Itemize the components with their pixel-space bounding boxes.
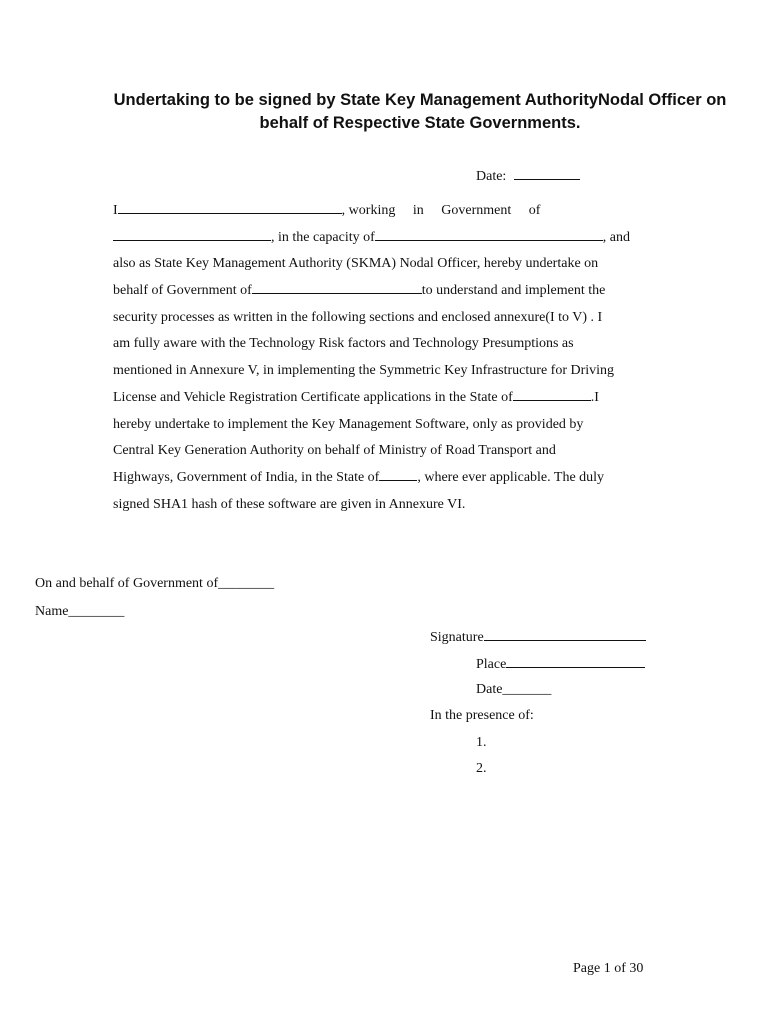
signature-blank [484,627,646,641]
state-blank-2 [379,467,417,481]
line-4-text-a: behalf of Government of [113,283,252,299]
government-blank [113,227,271,241]
capacity-blank [375,227,603,241]
behalf-government-line: On and behalf of Government of________ [35,576,275,591]
paragraph-line-8 [113,385,658,412]
line-1-spacer [558,198,658,225]
title-line-1: Undertaking to be signed by State Key Management AuthorityNodal Officer on [113,91,727,109]
line-1-text-c: in [412,203,424,218]
page-number: Page 1 of 30 [573,961,644,976]
witness-1: 1. [476,735,487,750]
line-8-text-a: License and Vehicle Registration Certificate applications in the State of [113,389,513,405]
paragraph-line-11 [113,465,658,492]
paragraph-line-5: security processes as written in the following sections and enclosed annexure(I to V) . I [113,309,603,325]
sign-date-line: Date_______ [476,682,552,697]
signature-label: Signature [430,630,484,645]
name-line: Name________ [35,604,125,619]
paragraph-line-12: signed SHA1 hash of these software are given in Annexure VI. [113,496,466,512]
name-blank [118,200,342,214]
paragraph-line-4 [113,278,658,305]
place-label: Place [476,657,507,672]
date-field [476,166,580,185]
date-blank [514,166,580,180]
line-1-segment [113,198,395,225]
line-1-text-a: I [113,203,118,218]
title-line-2: behalf of Respective State Governments. [259,114,581,132]
line-2-text-b: , and [602,229,631,245]
undertaking-paragraph [113,198,658,518]
line-11-text-a: Highways, Government of India, in the State of [113,469,380,485]
paragraph-line-10: Central Key Generation Authority on behalf of Ministry of Road Transport and [113,443,556,459]
document-title [80,89,760,135]
paragraph-line-1 [113,198,658,225]
paragraph-line-6: am fully aware with the Technology Risk factors and Technology Presumptions as [113,336,574,352]
presence-label: In the presence of: [430,708,534,723]
line-4-text-b: to understand and implement the [421,283,606,299]
paragraph-line-3: also as State Key Management Authority (SKMA) Nodal Officer, hereby undertake on [113,256,599,272]
paragraph-line-2 [113,225,658,252]
line-11-text-b: , where ever applicable. The duly [417,469,605,485]
date-label: Date: [476,169,507,184]
state-blank [513,387,591,401]
place-field [476,654,645,673]
line-8-text-b: .I [590,389,599,405]
paragraph-line-7: mentioned in Annexure V, in implementing the Symmetric Key Infrastructure for Driving [113,363,615,379]
line-2-text-a: , in the capacity of [271,229,375,245]
paragraph-line-9: hereby undertake to implement the Key Management Software, only as provided by [113,416,584,432]
signature-field [430,627,646,646]
behalf-government-blank [252,280,422,294]
line-1-text-e: of [528,203,541,218]
line-1-text-d: Government [441,203,512,218]
witness-2: 2. [476,761,487,776]
line-1-text-b: , working [341,203,396,218]
line-4-segment [113,278,605,305]
place-blank [506,654,645,668]
